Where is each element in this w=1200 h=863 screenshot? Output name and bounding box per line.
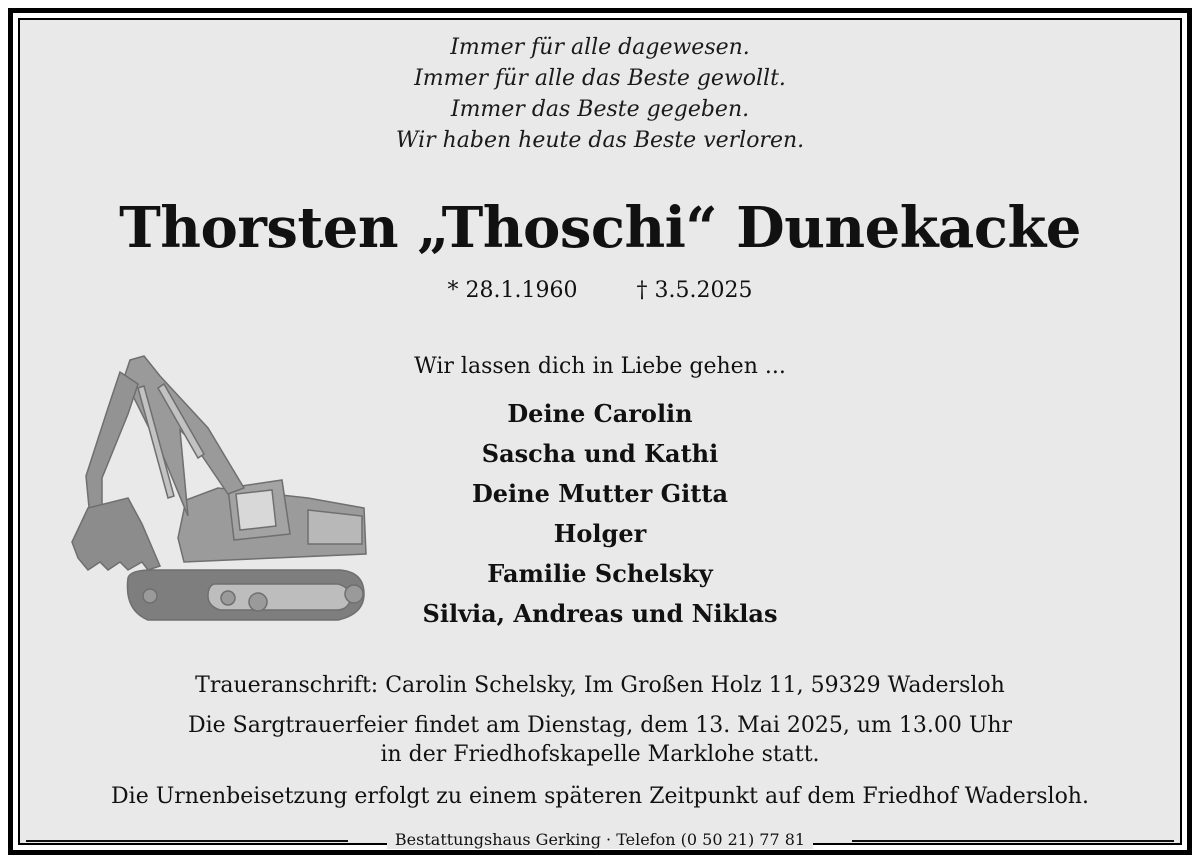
mourner: Holger [553,519,647,548]
ceremony-line: in der Friedhofskapelle Marklohe statt. [380,742,820,767]
urn-burial-info: Die Urnenbeisetzung erfolgt zu einem späteren Zeitpunkt auf dem Friedhof Wadersloh. [111,784,1089,809]
poem-line: Immer das Beste gegeben. [450,97,750,122]
poem [0,32,1200,156]
mourner: Sascha und Kathi [481,439,719,468]
farewell-intro: Wir lassen dich in Liebe gehen ... [414,354,786,379]
ceremony-line: Die Sargtrauerfeier findet am Dienstag, dem 13. Mai 2025, um 13.00 Uhr [187,713,1013,738]
birth-date: * 28.1.1960 [447,278,578,303]
life-dates [0,276,1200,306]
mourner: Deine Mutter Gitta [471,479,729,508]
poem-line: Immer für alle das Beste gewollt. [414,66,786,91]
ceremony-info [0,711,1200,769]
mourning-address: Traueranschrift: Carolin Schelsky, Im Großen Holz 11, 59329 Wadersloh [195,673,1005,698]
funeral-home-contact: Bestattungshaus Gerking · Telefon (0 50 21) 77 81 [387,830,813,849]
deceased-name: Thorsten „Thoschi“ Dunekacke [119,195,1081,261]
mourner: Deine Carolin [507,399,693,428]
poem-line: Wir haben heute das Beste verloren. [395,128,805,153]
mourner: Silvia, Andreas und Niklas [422,599,778,628]
death-date: † 3.5.2025 [636,278,753,303]
mourners-list [0,394,1200,634]
mourner: Familie Schelsky [487,559,713,588]
poem-line: Immer für alle dagewesen. [450,35,750,60]
footer [0,828,1200,852]
